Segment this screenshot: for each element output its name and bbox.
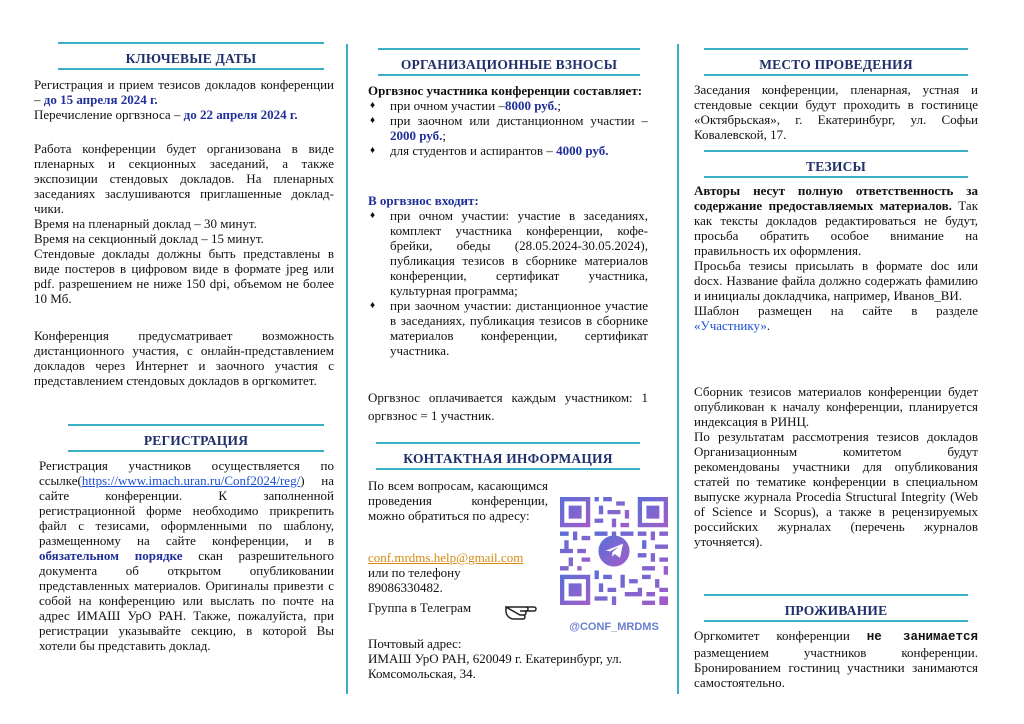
- column-divider-1: [346, 44, 348, 694]
- abstracts-responsibility-text: Так как тексты докладов редактироваться не будут, просьба обратить особое внимание на правильность их оформления.: [694, 198, 979, 258]
- fee-amount-remote: 2000 руб.: [390, 128, 443, 143]
- participant-section-link[interactable]: «Участнику»: [694, 318, 767, 333]
- contact-phone: 89086330482.: [368, 580, 443, 595]
- publication-block: [694, 384, 978, 549]
- qr-caption: @CONF_MRDMS: [569, 621, 659, 633]
- abstracts-heading-box: [704, 150, 968, 178]
- fee-item-onsite-label: при очном участии –: [390, 98, 505, 113]
- fee-amount-students: 4000 руб.: [556, 143, 609, 158]
- venue-text: Заседания конференции, пленарная, устная и стендовые секции будут проходить в гостинице «Октябрьская», г. Екатеринбург, ул. Софьи Ковалевской, 17.: [694, 82, 978, 142]
- fee-item-students-label: для студентов и аспирантов –: [390, 143, 557, 158]
- abstracts-format: Просьба тезисы присылать в формате doc или docx. Название файла должно содержать фамилию и инициалы докладчика, например, Иванов_ВИ.: [694, 258, 978, 303]
- journal-paragraph: По результатам рассмотрения тезисов докладов Организационным комитетом будут рекомендованы участники для опубликования статей по тематике конференции в специальном выпуске журнала Procedia Structural Integrity (Web of Science и Scopus), а также в рецензируемых российских журналах (перечень журналов уточняется).: [694, 429, 978, 549]
- abstracts-template: [694, 303, 978, 333]
- abstracts-template-tail: .: [766, 318, 771, 333]
- registration-link[interactable]: https://www.imach.uran.ru/Conf2024/reg/: [81, 473, 301, 488]
- format-block: [34, 141, 334, 306]
- fee-item-remote: [368, 113, 648, 143]
- fee-deadline-label: Перечисление оргвзноса –: [34, 107, 184, 122]
- format-paragraph: Работа конференции будет организована в виде пленарных и секционных заседаний, а также экспозиции стендовых докладов. На пленарных заседаниях заслушиваются приглашенные докладчики.: [34, 141, 334, 216]
- housing-emphasis: не занимается: [866, 630, 978, 644]
- abstracts-title: ТЕЗИСЫ: [805, 159, 866, 174]
- postal-address: ИМАШ УрО РАН, 620049 г. Екатеринбург, ул. Комсомольская, 34.: [368, 651, 622, 681]
- registration-text-3: скан разрешительного документа об открытом опубликовании представленных материалов. Оригиналы привезти с собой на конференцию или выслать по почте на адрес ИМАШ УрО РАН. Также, пожалуйста, при регистрации указывайте секцию, в которой Вы хотели бы представить доклад.: [39, 548, 334, 653]
- fee-deadline: до 22 апреля 2024 г.: [183, 107, 298, 122]
- reg-deadline: до 15 апреля 2024 г.: [43, 92, 158, 107]
- includes-onsite: ♦ при очном участии: участие в заседаниях, комплект участника конференции, кофе-брейки, обеды (28.05.2024-30.05.2024), публикация тезисов в сборнике материалов конференции, сертификат участника, культурная программа;: [368, 208, 648, 298]
- fee-includes-block: [368, 193, 648, 358]
- venue-heading-box: [704, 48, 968, 76]
- section-time: Время на секционный доклад – 15 минут.: [34, 231, 264, 246]
- proceedings-paragraph: Сборник тезисов материалов конференции будет опубликован к началу конференции, планируется индексация в РИНЦ.: [694, 384, 978, 429]
- key-dates-title: КЛЮЧЕВЫЕ ДАТЫ: [125, 51, 257, 66]
- contacts-intro: По всем вопросам, касающимся проведения конференции, можно обратиться по адресу:: [368, 478, 548, 523]
- contacts-title: КОНТАКТНАЯ ИНФОРМАЦИЯ: [403, 451, 613, 466]
- fee-payment-note: Оргвзнос оплачивается каждым участником: 1 оргвзнос = 1 участник.: [368, 390, 648, 423]
- posters-paragraph: Стендовые доклады должны быть представлены в виде постеров в цифровом виде в формате jpeg или pdf. разрешением не ниже 150 dpi, объемом не более 10 Мб.: [34, 246, 334, 306]
- housing-text-1: Оргкомитет конференции: [694, 628, 867, 643]
- fee-amount-onsite: 8000 руб.: [504, 98, 558, 113]
- abstracts-template-text: Шаблон размещен на сайте в разделе: [694, 303, 978, 318]
- housing-paragraph: [694, 628, 978, 690]
- registration-paragraph: [39, 458, 334, 653]
- fees-intro: Оргвзнос участника конференции составляет:: [368, 83, 643, 98]
- telegram-group: Группа в Телеграм: [368, 600, 472, 615]
- registration-text-2: ) на сайте конференции. К заполненной регистрационной форме необходимо прикрепить файл с тезисами, оформленными по шаблону, размещенному на сайте конференции, и в: [39, 473, 334, 548]
- fee-item-onsite-tail: ;: [557, 98, 561, 113]
- registration-title: РЕГИСТРАЦИЯ: [143, 433, 249, 448]
- plenary-time: Время на пленарный доклад – 30 минут.: [34, 216, 257, 231]
- housing-text-2: размещением участников конференции. Бронированием гостиниц участники занимаются самостоятельно.: [694, 645, 978, 690]
- abstracts-block: [694, 183, 978, 333]
- abstracts-responsibility: [694, 183, 978, 258]
- fee-item-remote-tail: ;: [442, 128, 447, 143]
- remote-paragraph: Конференция предусматривает возможность дистанционного участия, с онлайн-представлением докладов через Интернет и заочного участия с представлением стендовых докладов в оргкомитет.: [34, 328, 334, 388]
- column-divider-2: [677, 44, 679, 694]
- abstracts-responsibility-bold: Авторы несут полную ответственность за содержание предоставляемых материалов.: [694, 183, 978, 213]
- fees-block: [368, 83, 648, 158]
- phone-label: или по телефону: [368, 565, 461, 580]
- postal-block: [368, 636, 648, 681]
- fees-heading-box: [378, 48, 640, 76]
- key-dates-block: [34, 77, 334, 122]
- fees-title: ОРГАНИЗАЦИОННЫЕ ВЗНОСЫ: [400, 57, 618, 72]
- housing-heading-box: [704, 594, 968, 622]
- housing-title: ПРОЖИВАНИЕ: [784, 603, 888, 618]
- fee-includes-title: В оргвзнос входит:: [368, 193, 479, 208]
- venue-title: МЕСТО ПРОВЕДЕНИЯ: [759, 57, 913, 72]
- registration-heading-box: [68, 424, 324, 452]
- fee-item-students: [368, 143, 648, 158]
- contact-email[interactable]: conf.mrdms.help@gmail.com: [368, 550, 524, 565]
- includes-remote: ♦ при заочном участии: дистанционное участие в заседаниях, публикация тезисов в сборнике материалов конференции, сертификат участника.: [368, 298, 648, 358]
- key-dates-heading-box: [58, 42, 324, 70]
- fee-item-remote-label: при заочном или дистанционном участии –: [390, 113, 648, 128]
- mandatory-emphasis: обязательном порядке: [39, 548, 183, 563]
- pointing-hand-icon: [504, 601, 538, 623]
- telegram-qr-code[interactable]: [560, 497, 668, 605]
- fee-item-onsite: [368, 98, 648, 113]
- registration-text-1: Регистрация участников осуществляется по ссылке(: [39, 458, 334, 488]
- postal-label: Почтовый адрес:: [368, 636, 462, 651]
- contacts-heading-box: [376, 442, 640, 470]
- reg-deadline-label: Регистрация и прием тезисов докладов конференции –: [34, 77, 334, 107]
